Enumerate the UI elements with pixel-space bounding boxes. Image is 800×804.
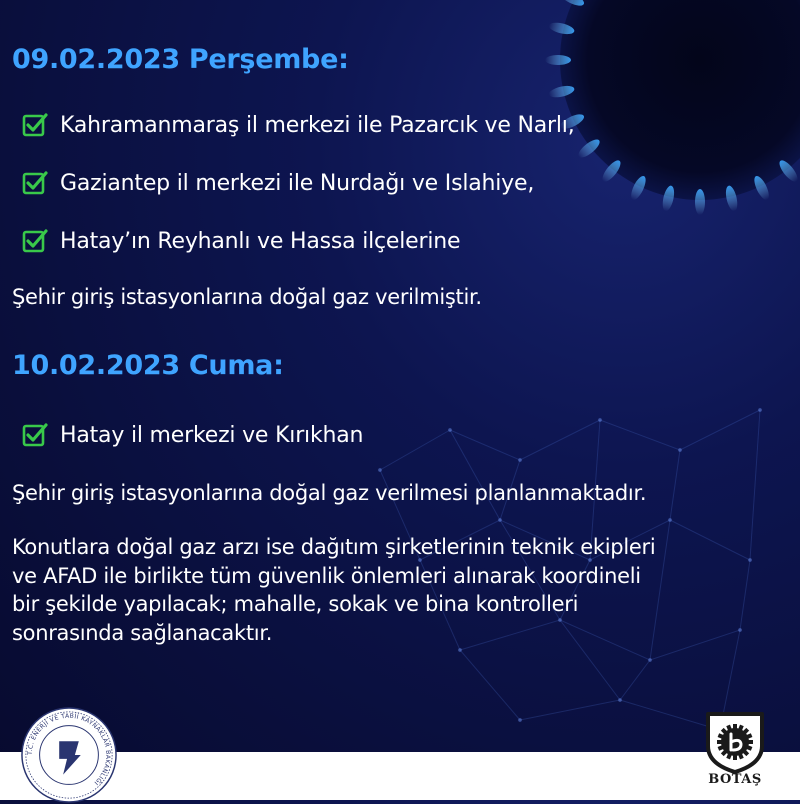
- brand-name: BOTAŞ: [708, 772, 762, 787]
- section-date-2: 10.02.2023 Cuma:: [12, 350, 284, 381]
- botas-logo-icon: [700, 706, 770, 776]
- gas-flame-icon: [545, 0, 800, 215]
- checkbox-checked-icon: [22, 422, 48, 448]
- section-summary-1: Şehir giriş istasyonlarına doğal gaz verilmiştir.: [12, 285, 482, 309]
- paragraph-line: bir şekilde yapılacak; mahalle, sokak ve bina kontrolleri: [12, 592, 579, 616]
- list-item-label: Hatay’ın Reyhanlı ve Hassa ilçelerine: [60, 228, 461, 254]
- list-item-label: Kahramanmaraş il merkezi ile Pazarcık ve Narlı,: [60, 112, 575, 138]
- svg-text:T.C. ENERJİ VE TABİİ KAYNAKLAR: T.C. ENERJİ VE TABİİ KAYNAKLAR BAKANLIĞI: [26, 712, 112, 787]
- section-date-1: 09.02.2023 Perşembe:: [12, 44, 349, 75]
- paragraph-line: sonrasında sağlanacaktır.: [12, 620, 273, 645]
- list-item: [22, 224, 460, 258]
- paragraph-line: Konutlara doğal gaz arzı ise dağıtım şirketlerinin teknik ekipleri: [12, 535, 656, 559]
- paragraph-line: ve AFAD ile birlikte tüm güvenlik önlemleri alınarak koordineli: [12, 563, 641, 588]
- ministry-seal-icon: [20, 706, 118, 804]
- checkbox-checked-icon: [22, 228, 48, 254]
- list-item: [22, 418, 363, 452]
- info-paragraph: [12, 533, 800, 647]
- footer-bar: [0, 752, 800, 800]
- checkbox-checked-icon: [22, 170, 48, 196]
- list-item: [22, 108, 575, 142]
- list-item: [22, 166, 534, 200]
- list-item-label: Gaziantep il merkezi ile Nurdağı ve Islahiye,: [60, 170, 535, 196]
- checkbox-checked-icon: [22, 112, 48, 138]
- list-item-label: Hatay il merkezi ve Kırıkhan: [60, 422, 364, 448]
- section-summary-2: Şehir giriş istasyonlarına doğal gaz verilmesi planlanmaktadır.: [12, 481, 647, 505]
